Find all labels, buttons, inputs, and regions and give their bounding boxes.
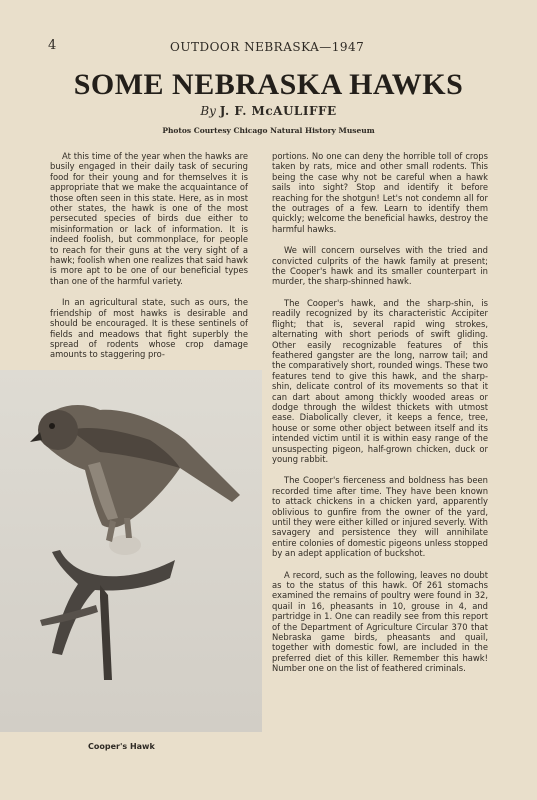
body-paragraph: In an agricultural state, such as ours, the friendship of most hawks is desirable and should be encouraged. It is these sentinels of fields and meadows that fight superbly the spread of rodents whose crop damage amounts to staggering pro- — [50, 297, 248, 360]
page-number: 4 — [48, 38, 57, 53]
running-head: OUTDOOR NEBRASKA—1947 — [170, 40, 365, 54]
body-paragraph: The Cooper's fierceness and boldness has been recorded time after time. They have been known to attack chickens in a chicken yard, apparently oblivious to gunfire from the owner of the yard, until they were either killed or injured severly. With savagery and persistence they will annihilate entire colonies of domestic pigeons unless stopped by an adept application of buckshot. — [272, 475, 488, 559]
byline-prefix: By — [200, 104, 216, 118]
body-paragraph: A record, such as the following, leaves no doubt as to the status of this hawk. Of 261 stomachs examined the remains of poultry were found in 32, quail in 16, pheasants in 10, grouse in 4, and partridge in 1. One can readily see from this report of the Department of Agriculture Circular 370 that Nebraska game birds, pheasants and quail, together with domestic fowl, are included in the preferred diet of this killer. Remember this hawk! Number one on the list of feathered criminals. — [272, 569, 488, 674]
body-paragraph: At this time of the year when the hawks are busily engaged in their daily task of securing food for their young and for themselves it is appropriate that we make the acquaintance of those often seen in this state. Here, as in most other states, the hawk is one of the most persecuted species of birds due either to misinformation or lack of information. It is indeed foolish, but commonplace, for people to reach for their guns at the very sight of a hawk; foolish when one realizes that said hawk is more apt to be one of our beneficial types than one of the harmful variety. — [50, 151, 248, 286]
article-title: SOME NEBRASKA HAWKS — [73, 68, 464, 101]
photo-caption: Cooper's Hawk — [88, 742, 155, 751]
body-paragraph: The Cooper's hawk, and the sharp-shin, is readily recognized by its characteristic Accipiter flight; that is, several rapid wing strokes, alternating with short periods of swift gliding. Other easily recognizable features of this feathered gangster are the long, narrow tail; and the comparatively short, rounded wings. These two features tend to give this hawk, and the sharp-shin, delicate control of its movements so that it can dart about among thickly wooded areas or dodge through the wildest thickets with utmost ease. Diabolically clever, it keeps a fence, tree, house or some other object between itself and its intended victim until it is within easy range of the unsuspecting pigeon, half-grown chicken, duck or young rabbit. — [272, 297, 488, 464]
right-column — [272, 151, 488, 685]
body-paragraph: portions. No one can deny the horrible toll of crops taken by rats, mice and other small rodents. This being the case why not be careful when a hawk sails into sight? Stop and identify it before reaching for the shotgun! Let's not condemn all for the outrages of a few. Learn to identify them quickly; welcome the beneficial hawks, destroy the harmful hawks. — [272, 151, 488, 234]
author-name: J. F. McAULIFFE — [219, 104, 337, 118]
byline — [0, 104, 537, 118]
hawk-photo — [0, 370, 262, 732]
body-paragraph: We will concern ourselves with the tried and convicted culprits of the hawk family at present; the Cooper's hawk and its smaller counterpart in murder, the sharp-shinned hawk. — [272, 245, 488, 287]
cooper-hawk-illustration — [0, 370, 262, 732]
left-column — [50, 151, 248, 371]
photo-credit: Photos Courtesy Chicago Natural History Museum — [162, 126, 375, 135]
